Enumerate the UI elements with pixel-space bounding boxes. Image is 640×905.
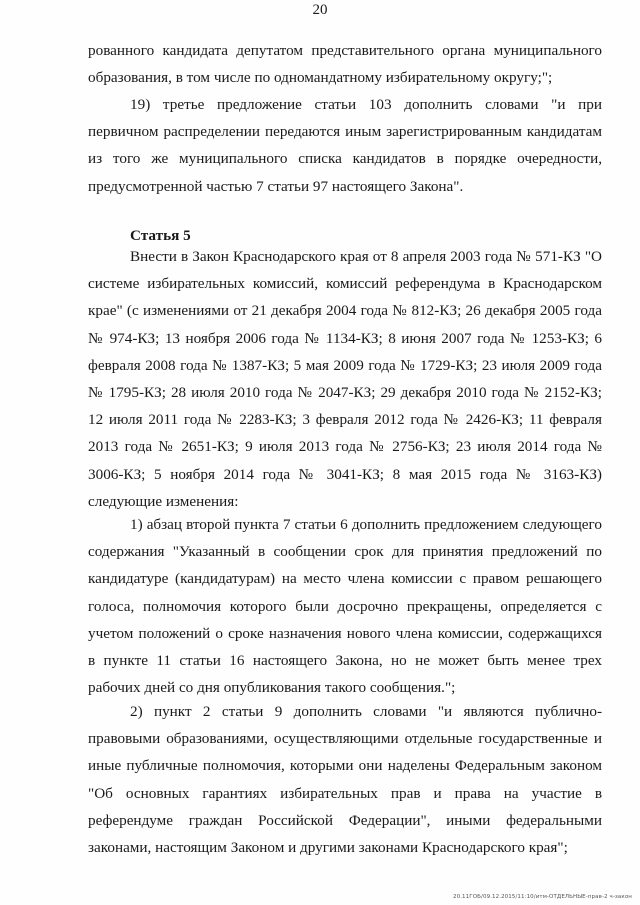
paragraph-item-2: 2) пункт 2 статьи 9 дополнить словами "и являются публично-правовыми образованиями, осуществляющими отдельные государственные и иные публичные полномочия, которыми они наделены Федеральным законом "Об основных гарантиях избирательных прав и права на участие в референдуме граждан Российской Федерации", иными федеральными законами, настоящим Законом и другими законами Краснодарского края"; bbox=[88, 703, 602, 857]
footer-stamp: 20.11ГОБ/09.12.2015/11:10/итм-ОТДЕЛЬНЫЕ-прав-2 ч-закон bbox=[453, 894, 632, 900]
page-number: 20 bbox=[312, 2, 328, 18]
paragraph-continuation: рованного кандидата депутатом представительного органа муниципального образования, в том числе по одномандатному избирательному округу;"; bbox=[88, 42, 602, 87]
paragraph-item-1: 1) абзац второй пункта 7 статьи 6 дополнить предложением следующего содержания "Указанный в сообщении срок для принятия предложений по кандидатуре (кандидатурам) на место члена комиссии с правом решающего голоса, полномочия которого были досрочно прекращены, определяется с учетом положений о сроке назначения нового члена комиссии, содержащихся в пункте 11 статьи 16 настоящего Закона, но не может быть менее трех рабочих дней со дня опубликования такого сообщения."; bbox=[88, 516, 602, 697]
paragraph-article-5-intro: Внести в Закон Краснодарского края от 8 апреля 2003 года № 571-КЗ "О системе избирательных комиссий, комиссий референдума в Краснодарском крае" (с изменениями от 21 декабря 2004 года № 812-КЗ; 26 декабря 2005 года № 974-КЗ; 13 ноября 2006 года № 1134-КЗ; 8 июня 2007 года № 1253-КЗ; 6 февраля 2008 года № 1387-КЗ; 5 мая 2009 года № 1729-КЗ; 23 июля 2009 года № 1795-КЗ; 28 июля 2010 года № 2047-КЗ; 29 декабря 2010 года № 2152-КЗ; 12 июля 2011 года № 2283-КЗ; 3 февраля 2012 года № 2426-КЗ; 11 февраля 2013 года № 2651-КЗ; 9 июля 2013 года № 2756-КЗ; 23 июля 2014 года № 3006-КЗ; 5 ноября 2014 года № 3041-КЗ; 8 мая 2015 года № 3163-КЗ) следующие изменения: bbox=[88, 248, 602, 510]
paragraph-item-19: 19) третье предложение статьи 103 дополнить словами "и при первичном распределении передаются иным зарегистрированным кандидатам из того же муниципального списка кандидатов в порядке очередности, предусмотренной частью 7 статьи 97 настоящего Закона". bbox=[88, 96, 602, 195]
article-heading: Статья 5 bbox=[130, 227, 191, 244]
